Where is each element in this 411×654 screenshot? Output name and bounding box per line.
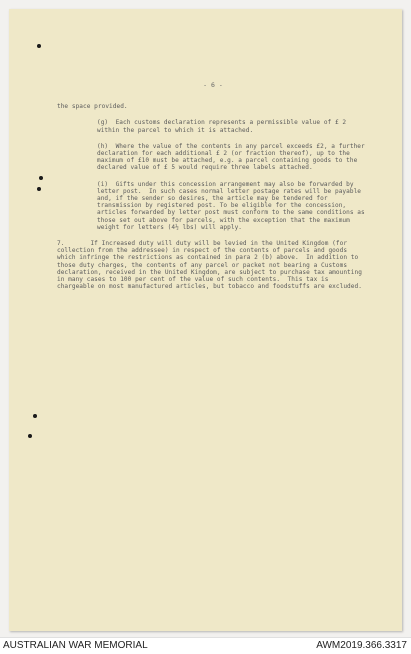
punch-hole — [37, 44, 41, 48]
punch-hole — [33, 414, 37, 418]
paragraph-g: (g) Each customs declaration represents a permissible value of £ 2 within the parcel to which it is attached. — [97, 119, 350, 134]
image-footer — [0, 637, 411, 654]
reference-number: AWM2019.366.3317 — [316, 640, 407, 651]
page-number: - 6 - — [203, 81, 223, 89]
document-body — [57, 82, 369, 299]
paragraph-continuation: the space provided. — [57, 103, 128, 111]
paragraph-7: 7. If Increased duty will duty will be levied in the United Kingdom (for collection from the addressee) in respect of the contents of parcels and goods which infringe the restrictions as contained in para 2 (b) above. In addition to those duty charges, the contents of any parcel or packet not bearing a Customs declaration, received in the United Kingdom, are subject to purchase tax amounting in many cases to 100 per cent of the value of such contents. This tax is chargeable on most manufactured articles, but tobacco and foodstuffs are excluded. — [57, 240, 366, 291]
punch-hole — [28, 434, 32, 438]
paragraph-h: (h) Where the value of the contents in any parcel exceeds £2, a further declaration for each additional £ 2 (or fraction thereof), up to the maximum of £10 must be attached, e.g. a parcel containing goods to the declared value of £ 5 would require three labels attached. — [97, 142, 369, 172]
source-label: AUSTRALIAN WAR MEMORIAL — [3, 640, 148, 651]
paragraph-i: (i) Gifts under this concession arrangement may also be forwarded by letter post. In such cases normal letter postage rates will be payable and, if the sender so desires, the article may be tendered for transmission by registered post. To be eligible for the concession, articles forwarded by letter post must conform to the same conditions as those set out above for parcels, with the exception that the maximum weight for letters (4½ lbs) will apply. — [97, 180, 369, 231]
punch-hole — [37, 187, 41, 191]
punch-hole — [39, 176, 43, 180]
